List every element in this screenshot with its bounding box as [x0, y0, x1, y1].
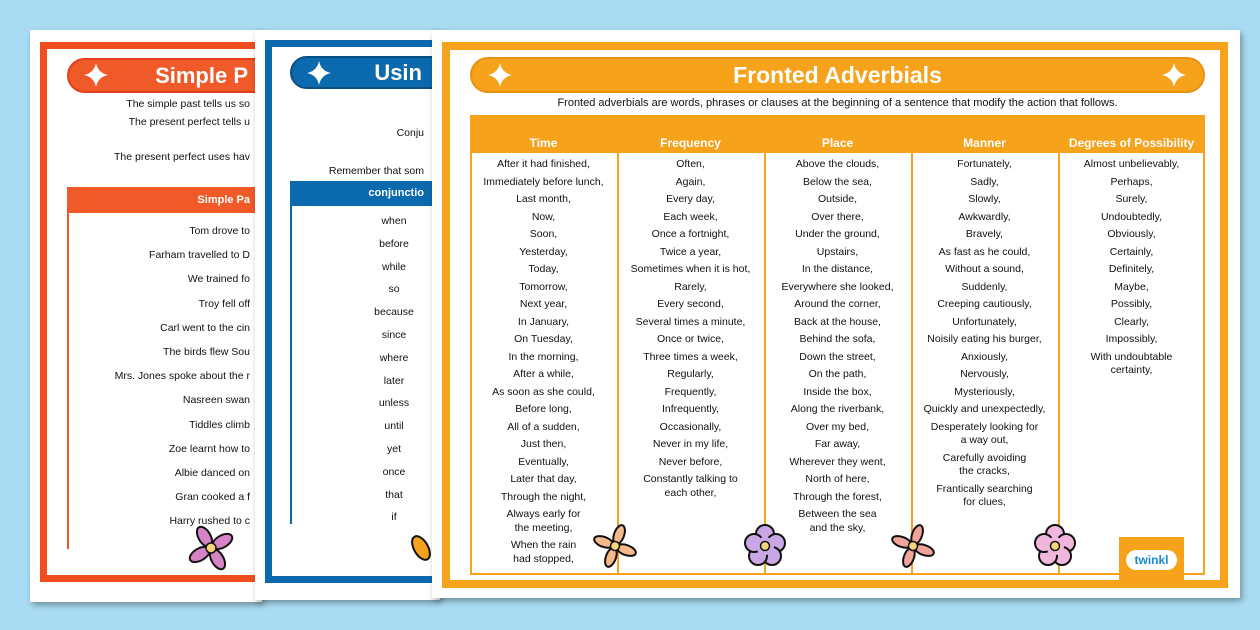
table-header: Simple Pa [67, 187, 262, 213]
intro-line: The simple past tells us so [126, 98, 250, 110]
column-header: Manner [911, 134, 1058, 153]
adverbial-item: Fortunately, [957, 158, 1012, 170]
adverbial-item: Sadly, [970, 175, 999, 188]
list-item: later [383, 374, 405, 387]
adverbial-item: As fast as he could, [938, 245, 1031, 258]
adverbial-item: Through the forest, [793, 490, 882, 503]
adverbial-item: Infrequently, [661, 403, 719, 415]
list-item: when [381, 215, 407, 227]
adverbial-item: Down the street, [799, 350, 876, 363]
adverbial-item: Today, [528, 263, 559, 275]
adverbial-item: Outside, [817, 193, 858, 205]
column-manner [911, 134, 1058, 514]
conjunction-list [367, 210, 421, 529]
adverbial-item: On Tuesday, [514, 333, 573, 345]
adverbial-item: Each week, [663, 210, 718, 223]
list-item: where [379, 351, 409, 364]
flower-icon [742, 523, 788, 569]
simple-past-sheet [30, 30, 262, 602]
adverbial-item: Awkwardly, [958, 210, 1011, 223]
list-item: Farham travelled to D [149, 249, 250, 262]
list-item: Tiddles climb [189, 418, 250, 431]
adverbial-item: All of a sudden, [507, 420, 580, 433]
fronted-adverbials-sheet [432, 30, 1240, 598]
adverbial-item: Just then, [520, 438, 567, 450]
adverbial-item: Wherever they went, [789, 455, 886, 468]
adverbial-item: Surely, [1115, 193, 1148, 205]
table-border [470, 134, 472, 574]
list-item: unless [378, 397, 410, 410]
intro-line: Remember that som [328, 165, 424, 177]
adverbial-item: Always early for the meeting, [506, 508, 581, 534]
list-item: The birds flew Sou [163, 346, 250, 359]
column-time [470, 134, 617, 570]
adverbial-item: Never before, [658, 455, 723, 468]
intro-line: The present perfect uses hav [114, 151, 250, 163]
list-item: Gran cooked a f [175, 491, 250, 504]
adverbial-item: Almost unbelievably, [1083, 158, 1180, 170]
adverbial-item: After a while, [513, 368, 574, 380]
adverbial-item: Along the riverbank, [790, 403, 885, 415]
list-item: once [382, 465, 406, 478]
adverbial-item: Upstairs, [816, 245, 859, 258]
adverbial-item: Impossibly, [1105, 333, 1158, 345]
adverbial-item: Noisily eating his burger, [927, 333, 1042, 345]
adverbial-item: Often, [676, 158, 705, 170]
adverbial-item: Slowly, [968, 193, 1001, 205]
list-item: yet [386, 442, 401, 455]
adverbial-item: Possibly, [1110, 298, 1153, 310]
table-border [1203, 134, 1205, 574]
list-item: Albie danced on [174, 467, 250, 480]
adverbial-item: Undoubtedly, [1100, 210, 1163, 223]
adverbial-item: Back at the house, [794, 315, 881, 328]
adverbial-item: Soon, [529, 228, 558, 240]
list-item: Tom drove to [189, 225, 250, 237]
adverbial-item: Several times a minute, [635, 315, 746, 328]
adverbial-item: Every day, [666, 193, 715, 205]
adverbial-item: Perhaps, [1110, 175, 1153, 188]
adverbial-item: With undoubtable certainty, [1090, 350, 1173, 376]
adverbial-item: In the morning, [508, 350, 579, 363]
sparkle-icon [487, 62, 513, 88]
adverbial-item: Unfortunately, [952, 315, 1017, 328]
adverbial-item: Once a fortnight, [651, 228, 730, 240]
intro-line: The present perfect tells u [128, 116, 250, 128]
adverbial-item: Under the ground, [795, 228, 880, 240]
adverbial-item: Every second, [657, 298, 724, 310]
list-item: Zoe learnt how to [168, 442, 250, 455]
intro-line: Conju [396, 127, 424, 139]
list-item: Carl went to the cin [160, 321, 250, 334]
adverbial-item: Suddenly, [961, 280, 1008, 293]
list-item: Harry rushed to c [169, 515, 250, 528]
adverbial-item: Regularly, [667, 368, 714, 380]
adverbial-item: Again, [675, 175, 706, 188]
adverbial-item: Around the corner, [794, 298, 881, 310]
adverbial-item: Above the clouds, [795, 158, 880, 170]
example-list [115, 219, 250, 534]
adverbial-item: Now, [531, 210, 556, 223]
adverbial-item: Below the sea, [803, 175, 872, 188]
column-place [764, 134, 911, 539]
list-item: Troy fell off [198, 297, 250, 310]
list-item: Nasreen swan [182, 394, 250, 407]
flower-icon [890, 523, 936, 569]
table-border [290, 206, 292, 524]
adverbial-item: Over my bed, [805, 420, 870, 433]
list-item: since [381, 328, 407, 341]
twinkl-logo [1119, 537, 1184, 582]
sparkle-icon [1161, 62, 1187, 88]
adverbial-item: Last month, [516, 193, 571, 205]
title-text: Fronted Adverbials [733, 61, 942, 88]
list-item: so [388, 283, 400, 296]
adverbial-item: Occasionally, [659, 420, 722, 433]
sheet-title [470, 57, 1205, 93]
header-band [470, 115, 1205, 134]
adverbial-item: Twice a year, [659, 245, 722, 258]
adverbial-item: Clearly, [1114, 315, 1149, 328]
adverbial-item: Before long, [515, 403, 572, 415]
adverbial-item: Bravely, [965, 228, 1004, 240]
adverbial-item: Behind the sofa, [799, 333, 876, 345]
flower-icon [188, 525, 234, 571]
column-header: Place [764, 134, 911, 153]
flower-icon [1032, 523, 1078, 569]
list-item: while [382, 260, 406, 273]
column-divider [911, 153, 913, 573]
title-text: Usin [374, 59, 422, 85]
adverbial-item: Maybe, [1114, 280, 1149, 293]
description: Fronted adverbials are words, phrases or clauses at the beginning of a sentence that modify the action that follows. [557, 97, 1118, 109]
conjunctions-sheet [255, 30, 440, 600]
adverbial-item: In the distance, [801, 263, 874, 275]
sparkle-icon [83, 62, 109, 88]
column-divider [1058, 153, 1060, 573]
adverbial-item: Sometimes when it is hot, [630, 263, 751, 275]
adverbial-item: Anxiously, [960, 350, 1009, 363]
adverbial-item: Through the night, [500, 490, 587, 503]
list-item: until [384, 420, 404, 433]
adverbial-item: Mysteriously, [954, 385, 1015, 398]
table-border [470, 573, 1205, 575]
adverbial-item: On the path, [808, 368, 867, 380]
column-divider [617, 153, 619, 573]
adverbial-item: Over there, [811, 210, 864, 223]
column-divider [764, 153, 766, 573]
flower-icon [405, 530, 431, 570]
title-text: Simple P [155, 62, 248, 88]
table-header: conjunctio [290, 181, 440, 206]
adverbial-item: Once or twice, [656, 333, 725, 345]
column-header: Degrees of Possibility [1058, 134, 1205, 153]
adverbial-item: When the rain had stopped, [510, 539, 577, 565]
adverbial-item: Between the sea and the sky, [798, 508, 877, 534]
adverbial-item: North of here, [805, 473, 870, 485]
adverbial-item: Quickly and unexpectedly, [923, 403, 1046, 415]
adverbial-item: Three times a week, [643, 350, 738, 363]
list-item: that [385, 488, 403, 501]
adverbial-item: Eventually, [518, 455, 569, 468]
adverbial-item: Certainly, [1109, 245, 1154, 258]
adverbial-item: Desperately looking for a way out, [930, 420, 1039, 446]
adverbial-item: Far away, [814, 438, 861, 450]
list-item: because [374, 306, 414, 319]
adverbial-item: Definitely, [1108, 263, 1155, 275]
list-item: Mrs. Jones spoke about the r [114, 370, 250, 383]
adverbial-item: Next year, [519, 298, 568, 310]
column-frequency [617, 134, 764, 504]
list-item: before [379, 237, 409, 250]
adverbial-item: Immediately before lunch, [483, 175, 604, 188]
adverbial-item: Obviously, [1107, 228, 1156, 240]
adverbial-item: Tomorrow, [519, 280, 568, 293]
adverbial-item: Yesterday, [519, 245, 568, 258]
adverbial-item: After it had finished, [497, 158, 590, 170]
logo-text: twinkl [1126, 550, 1176, 570]
adverbial-item: Frequently, [664, 385, 717, 398]
column-header: Time [470, 134, 617, 153]
adverbial-item: In January, [517, 315, 570, 328]
adverbial-item: Rarely, [674, 280, 707, 293]
adverbial-item: Without a sound, [945, 263, 1024, 275]
sparkle-icon [306, 60, 332, 86]
adverbial-item: Frantically searching for clues, [936, 482, 1033, 508]
list-item: if [391, 511, 397, 524]
table-border [67, 213, 69, 549]
list-item: We trained fo [187, 273, 250, 286]
column-degrees-of-possibility [1058, 134, 1205, 382]
adverbial-item: Later that day, [510, 473, 577, 485]
adverbial-item: Everywhere she looked, [781, 280, 894, 293]
adverbial-item: Constantly talking to each other, [643, 473, 738, 499]
adverbial-item: Carefully avoiding the cracks, [942, 451, 1027, 477]
adverbial-item: As soon as she could, [492, 385, 595, 398]
flower-icon [592, 523, 638, 569]
adverbial-item: Never in my life, [652, 438, 729, 450]
adverbial-item: Inside the box, [803, 385, 872, 398]
adverbial-item: Nervously, [960, 368, 1009, 380]
adverbial-item: Creeping cautiously, [937, 298, 1032, 310]
column-header: Frequency [617, 134, 764, 153]
